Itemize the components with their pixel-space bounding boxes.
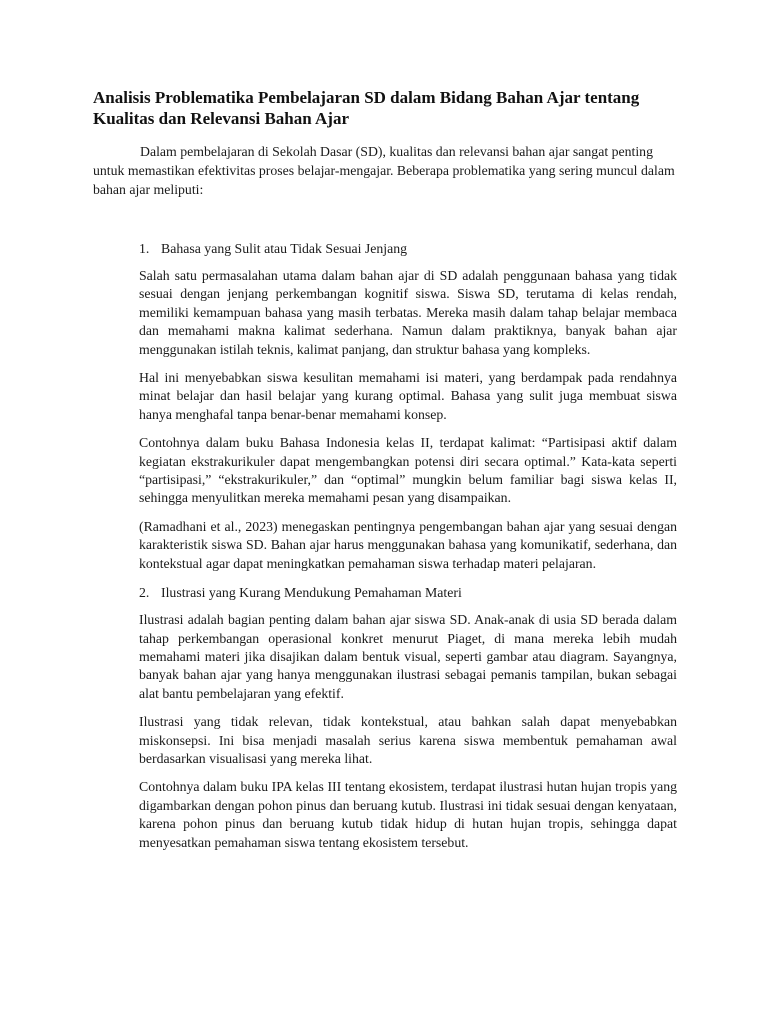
body-paragraph: Ilustrasi adalah bagian penting dalam bahan ajar siswa SD. Anak-anak di usia SD berada dalam tahap perkembangan operasional konkret menurut Piaget, di mana mereka lebih mudah memahami materi jika disajikan dalam bentuk visual, seperti gambar atau diagram. Sayangnya, banyak bahan ajar yang hanya menggunakan ilustrasi sebagai pemanis tampilan, bukan sebagai alat bantu pembelajaran yang efektif. bbox=[139, 612, 677, 701]
section-number: 2. bbox=[139, 585, 150, 601]
body-paragraph: Contohnya dalam buku Bahasa Indonesia kelas II, terdapat kalimat: “Partisipasi aktif dalam kegiatan ekstrakurikuler dapat mengembangkan potensi diri secara optimal.” Kata-kata seperti “partisipasi,” “ekstrakurikuler,” dan “optimal” mungkin belum familiar bagi siswa kelas II, sehingga menyulitkan mereka memahami pesan yang disampaikan. bbox=[139, 435, 677, 506]
section-heading-text: Ilustrasi yang Kurang Mendukung Pemahaman Materi bbox=[161, 585, 462, 601]
document-page bbox=[93, 87, 677, 862]
body-paragraph: Ilustrasi yang tidak relevan, tidak kontekstual, atau bahkan salah dapat menyebabkan miskonsepsi. Ini bisa menjadi masalah serius karena siswa membentuk pemahaman awal berdasarkan visualisasi yang mereka lihat. bbox=[139, 714, 677, 766]
body-paragraph: Contohnya dalam buku IPA kelas III tentang ekosistem, terdapat ilustrasi hutan hujan tropis yang digambarkan dengan pohon pinus dan beruang kutub. Ilustrasi ini tidak sesuai dengan kenyataan, karena pohon pinus dan beruang kutub tidak hidup di hutan hujan tropis, sehingga dapat menyesatkan pemahaman siswa tentang ekosistem tersebut. bbox=[139, 779, 677, 850]
section-heading-text: Bahasa yang Sulit atau Tidak Sesuai Jenjang bbox=[161, 241, 408, 256]
section-heading bbox=[139, 239, 677, 258]
intro-paragraph: Dalam pembelajaran di Sekolah Dasar (SD), kualitas dan relevansi bahan ajar sangat penting untuk memastikan efektivitas proses belajar-mengajar. Beberapa problematika yang sering muncul dalam bahan ajar meliputi: bbox=[93, 144, 675, 197]
body-paragraph: Hal ini menyebabkan siswa kesulitan memahami isi materi, yang berdampak pada rendahnya minat belajar dan hasil belajar yang kurang optimal. Bahasa yang sulit juga membuat siswa hanya menghafal tanpa benar-benar memahami konsep. bbox=[139, 370, 677, 422]
body-paragraph: Salah satu permasalahan utama dalam bahan ajar di SD adalah penggunaan bahasa yang tidak sesuai dengan jenjang perkembangan kognitif siswa. Siswa SD, terutama di kelas rendah, memiliki kemampuan bahasa yang masih terbatas. Mereka masih dalam tahap belajar membaca dan memahami makna kalimat sederhana. Namun dalam praktiknya, banyak bahan ajar menggunakan istilah teknis, kalimat panjang, dan struktur bahasa yang kompleks. bbox=[139, 268, 677, 357]
section-heading bbox=[139, 583, 677, 602]
section-bahasa bbox=[139, 239, 677, 573]
section-ilustrasi bbox=[139, 583, 677, 852]
section-number: 1. bbox=[139, 241, 150, 256]
document-title: Analisis Problematika Pembelajaran SD dalam Bidang Bahan Ajar tentang Kualitas dan Relevansi Bahan Ajar bbox=[93, 88, 640, 128]
body-paragraph: (Ramadhani et al., 2023) menegaskan pentingnya pengembangan bahan ajar yang sesuai dengan karakteristik siswa SD. Bahan ajar harus menggunakan bahasa yang komunikatif, sederhana, dan kontekstual agar dapat meningkatkan pemahaman siswa terhadap materi pelajaran. bbox=[139, 518, 677, 571]
